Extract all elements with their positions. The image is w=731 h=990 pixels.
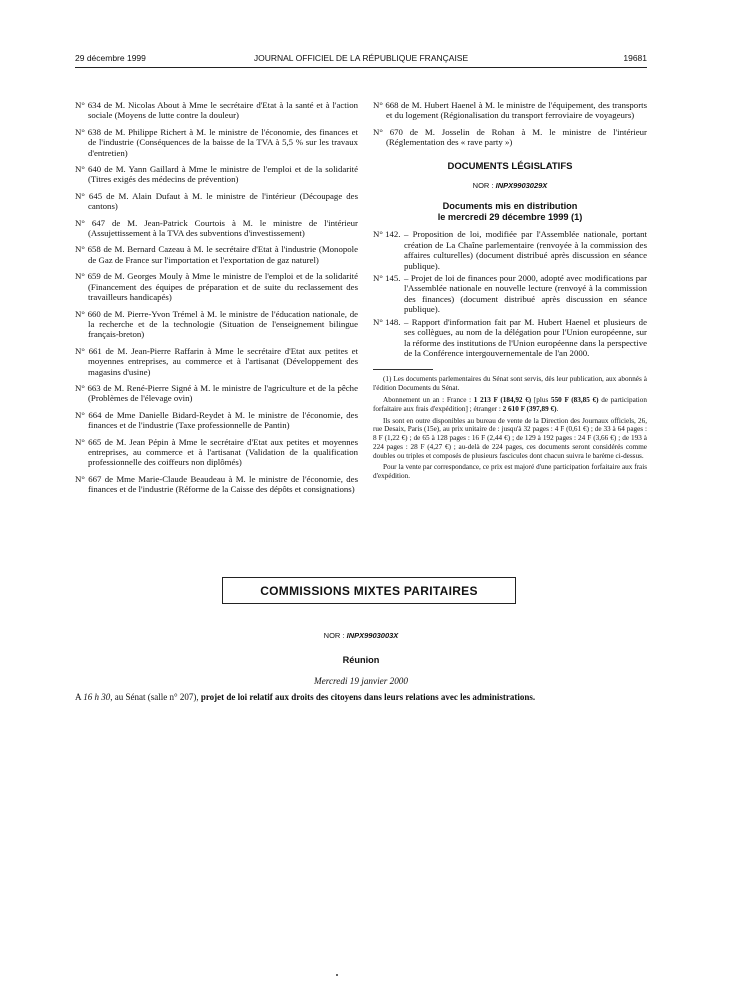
commissions-title: COMMISSIONS MIXTES PARITAIRES [260,583,478,598]
session-hour: 16 h 30, [83,692,113,702]
question-item: N° 668 de M. Hubert Haenel à M. le ministre de l'équipement, des transports et du logement (Régionalisation du transport ferroviaire de voyageurs) [373,100,647,121]
nor-code: INPX9903003X [346,631,399,640]
question-item: N° 638 de M. Philippe Richert à M. le ministre de l'économie, des finances et de l'industrie (Conséquences de la baisse de la TVA à 5,5 % sur les travaux d'entretien) [75,126,358,158]
documents-list [373,229,647,358]
question-item: N° 670 de M. Josselin de Rohan à M. le ministre de l'intérieur (Réglementation des « rave party ») [373,126,647,148]
documents-subhead [373,201,647,223]
question-item: N° 634 de M. Nicolas About à Mme le secrétaire d'Etat à la santé et à l'action sociale (Moyens de lutte contre la douleur) [75,100,358,121]
footnote-mail-order: Pour la vente par correspondance, ce prix est majoré d'une participation forfaitaire aux frais d'expédition. [373,463,647,481]
footnote-rule [373,369,433,370]
question-item: N° 665 de M. Jean Pépin à Mme le secrétaire d'Etat aux petites et moyennes entreprises, au commerce et à l'artisanat (Validation de la qualification professionnelle des coiffeurs non diplômés) [75,436,358,468]
meeting-date: Mercredi 19 janvier 2000 [314,676,408,686]
question-item: N° 663 de M. René-Pierre Signé à M. le ministre de l'agriculture et de la pêche (Problèmes de l'élevage ovin) [75,382,358,404]
document-item [373,273,647,315]
header-journal-title: JOURNAL OFFICIEL DE LA RÉPUBLIQUE FRANÇAISE [253,53,469,63]
question-item: N° 661 de M. Jean-Pierre Raffarin à Mme le secrétaire d'Etat aux petites et moyennes entreprises, au commerce et à l'artisanat (Développement des magasins d'usine) [75,345,358,377]
documents-section-title: DOCUMENTS LÉGISLATIFS [447,160,573,172]
header-date: 29 décembre 1999 [75,53,146,63]
question-item: N° 659 de M. Georges Mouly à Mme le ministre de l'emploi et de la solidarité (Financement des équipes de préparation et de suite du reclassement des travailleurs handicapés) [75,271,358,303]
subhead-line-1: Documents mis en distribution [442,201,578,212]
document-number: N° 145. [373,273,401,284]
nor-label: NOR : [472,181,494,191]
page-header [75,53,647,67]
document-text: – Projet de loi de finances pour 2000, adopté avec modifications par l'Assemblée nationale en nouvelle lecture (renvoyé à la commission des finances) (document distribué après discussion en séance publique). [404,273,647,315]
document-item [373,229,647,271]
session-subject: projet de loi relatif aux droits des citoyens dans leurs relations avec les administrations. [200,692,536,702]
commissions-title-box [222,577,516,604]
question-item: N° 667 de Mme Marie-Claude Beaudeau à M. le ministre de l'économie, des finances et de l'industrie (Réforme de la Caisse des dépôts et consignations) [75,473,358,495]
footnote-subscription: Abonnement un an : France : 1 213 F (184,92 €) [plus 550 F (83,85 €) de participation forfaitaire aux frais d'expédition] ; étranger : 2 610 F (397,89 €). [373,395,647,413]
question-item: N° 645 de M. Alain Dufaut à M. le ministre de l'intérieur (Découpage des cantons) [75,190,358,212]
header-rule [75,67,647,68]
documents-nor [373,181,647,191]
reunion-heading: Réunion [342,655,380,665]
question-item: N° 647 de M. Jean-Patrick Courtois à M. le ministre de l'intérieur (Assujettissement à la TVA des subventions d'investissement) [75,217,358,239]
page-dot [336,974,338,976]
nor-label: NOR : [323,631,345,640]
question-item: N° 658 de M. Bernard Cazeau à M. le secrétaire d'Etat à l'industrie (Monopole de Gaz de France sur l'importation et l'exportation de gaz naturel) [75,244,358,265]
right-column [373,100,647,484]
nor-code: INPX9903029X [495,181,548,191]
left-column [75,100,358,501]
document-number: N° 142. [373,229,401,240]
footnote-prices: Ils sont en outre disponibles au bureau de vente de la Direction des Journaux officiels, 26, rue Desaix, Paris (15e), au prix unitaire de : jusqu'à 32 pages : 4 F (0,61 €) ; de 33 à 64 pages : 8 F (1,22 €) ; de 65 à 128 pages : 16 F (2,44 €) ; de 129 à 192 pages : 24 F (3,66 €) ; de 193 à 224 pages : 28 F (4,27 €) ; au-delà de 224 pages, ces documents seront considérés comme doubles ou triples et composés de plusieurs fascicules dont chacun suivra le barème ci-dessus. [373,416,647,460]
document-text: – Proposition de loi, modifiée par l'Assemblée nationale, portant création de La Chaîne parlementaire (renvoyée à la commission des affaires culturelles) (document distribué après discussion en séance publique). [404,229,647,271]
document-number: N° 148. [373,316,401,327]
meeting-session: A 16 h 30, au Sénat (salle n° 207), projet de loi relatif aux droits des citoyens dans leurs relations avec les administrations. [75,692,536,702]
document-text: – Rapport d'information fait par M. Hubert Haenel et plusieurs de ses collègues, au nom de la délégation pour l'Union européenne, sur la réforme des institutions de l'Union européenne dans la perspective de la Conférence intergouvernementale de l'an 2000. [404,316,647,358]
footnote-distribution: (1) Les documents parlementaires du Sénat sont servis, dès leur publication, aux abonnés à l'édition Documents du Sénat. [373,375,647,393]
question-item: N° 640 de M. Yann Gaillard à Mme le ministre de l'emploi et de la solidarité (Titres exigés des médecins de prévention) [75,164,358,185]
subhead-line-2: le mercredi 29 décembre 1999 (1) [437,212,583,223]
header-page-number: 19681 [623,53,647,63]
question-item: N° 664 de Mme Danielle Bidard-Reydet à M. le ministre de l'économie, des finances et de l'industrie (Taxe professionnelle de Pantin) [75,409,358,431]
commissions-nor [75,631,647,640]
footnotes [373,375,647,481]
document-item [373,317,647,359]
question-item: N° 660 de M. Pierre-Yvon Trémel à M. le ministre de l'éducation nationale, de la recherche et de la technologie (Situation de l'enseignement bilingue français-breton) [75,308,358,340]
